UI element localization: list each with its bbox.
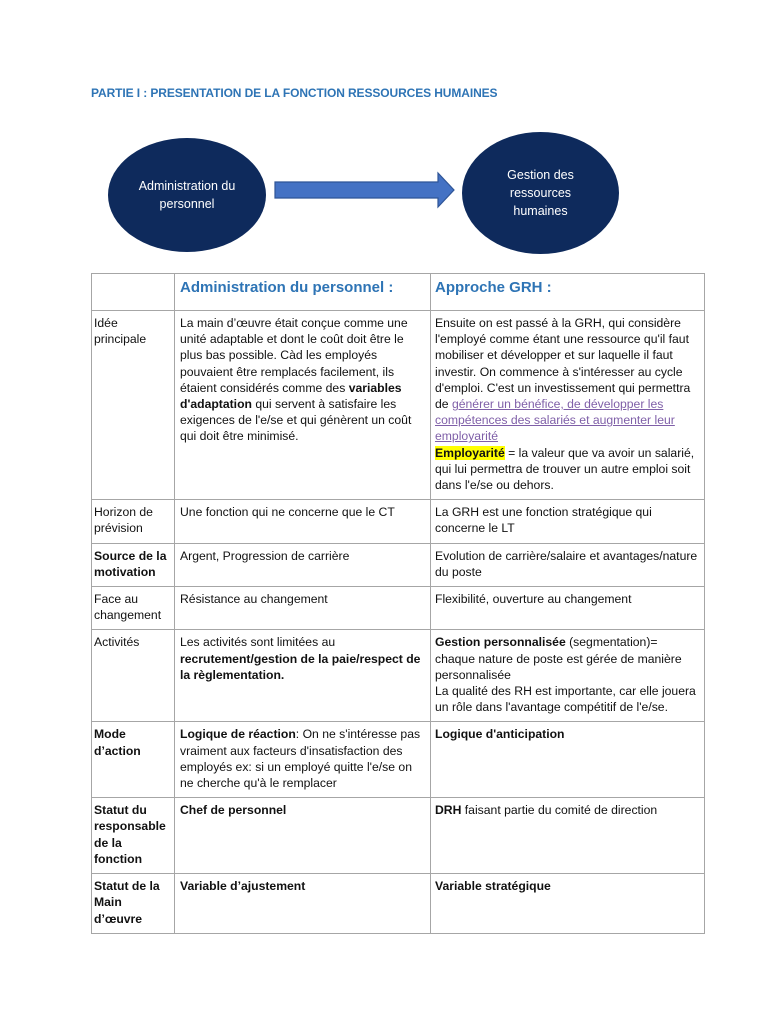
hyperlink[interactable]: générer un bénéfice, de développer les compétences des salariés et augmenter leur employarité	[435, 397, 675, 444]
row-label: Face au changement	[92, 587, 175, 630]
table-row	[92, 587, 705, 630]
cell-text: La main d’œuvre était conçue comme une unité adaptable et dont le coût doit être le plus bas possible. Càd les employés pouvaient être remplacés facilement, ils étaient considérés comme des	[180, 316, 408, 395]
administration-cell: Une fonction qui ne concerne que le CT	[175, 500, 431, 543]
administration-cell: Résistance au changement	[175, 587, 431, 630]
cell-text: Les activités sont limitées au	[180, 635, 336, 650]
header-empty-cell	[92, 274, 175, 311]
header-grh: Approche GRH :	[431, 274, 705, 311]
grh-cell: Variable stratégique	[431, 874, 705, 934]
comparison-table	[91, 273, 705, 934]
grh-cell: Flexibilité, ouverture au changement	[431, 587, 705, 630]
row-label: Source de la motivation	[92, 543, 175, 586]
administration-ellipse	[108, 138, 266, 252]
grh-ellipse	[462, 132, 619, 254]
row-label: Horizon de prévision	[92, 500, 175, 543]
row-label: Mode d’action	[92, 722, 175, 798]
bold-text: variables d'adaptation	[180, 380, 402, 412]
grh-cell: Logique d'anticipation	[431, 722, 705, 798]
administration-cell: Argent, Progression de carrière	[175, 543, 431, 586]
table-row	[92, 798, 705, 874]
row-label: Statut du responsable de la fonction	[92, 798, 175, 874]
grh-cell	[431, 798, 705, 874]
grh-ellipse-label: Gestion des ressources humaines	[507, 168, 574, 218]
grh-cell: La GRH est une fonction stratégique qui concerne le LT	[431, 500, 705, 543]
grh-cell: Evolution de carrière/salaire et avantages/nature du poste	[431, 543, 705, 586]
administration-cell	[175, 630, 431, 722]
table-row	[92, 500, 705, 543]
row-label: Idée principale	[92, 311, 175, 500]
table-row	[92, 874, 705, 934]
table-row	[92, 630, 705, 722]
table-row	[92, 311, 705, 500]
row-label: Statut de la Main d’œuvre	[92, 874, 175, 934]
cell-text: : On ne s'intéresse pas vraiment aux facteurs d'insatisfaction des employés ex: si un employé quitte l'e/se on ne cherche qu'à le remplacer	[180, 727, 421, 791]
table-row	[92, 722, 705, 798]
administration-cell	[175, 722, 431, 798]
row-label: Activités	[92, 630, 175, 722]
administration-cell: Variable d’ajustement	[175, 874, 431, 934]
administration-ellipse-label: Administration du personnel	[138, 179, 236, 211]
cell-text: (segmentation)= chaque nature de poste est gérée de manière personnalisée	[435, 635, 682, 682]
bold-text: recrutement/gestion de la paie/respect de la règlementation.	[180, 651, 421, 682]
table-row	[92, 543, 705, 586]
cell-text: faisant partie du comité de direction	[461, 803, 658, 818]
administration-cell	[175, 311, 431, 500]
grh-cell	[431, 630, 705, 722]
highlighted-term: Employarité	[435, 445, 505, 460]
bold-text: DRH	[435, 803, 462, 818]
cell-text: Ensuite on est passé à la GRH, qui considère l'employé comme étant une ressource qu'il faut mobiliser et développer et sur laquelle il faut investir. On commence à s'intéresser au cycle d'emploi. C'est un investissement qui permettra de	[435, 316, 691, 412]
header-administration: Administration du personnel :	[175, 274, 431, 311]
cell-text: La qualité des RH est importante, car elle jouera un rôle dans l'avantage compétitif de l'e/se.	[435, 684, 696, 715]
bold-text: Logique de réaction	[180, 727, 296, 742]
table-header-row	[92, 274, 705, 311]
section-heading: PARTIE I : PRESENTATION DE LA FONCTION RESSOURCES HUMAINES	[91, 86, 498, 100]
cell-text: qui servent à satisfaire les exigences de l'e/se et qui génèrent un coût qui doit être minimisé.	[180, 397, 412, 444]
cell-text: = la valeur que va avoir un salarié, qui lui permettra de trouver un autre emploi soit dans l'e/se ou dehors.	[435, 445, 695, 493]
bold-text: Gestion personnalisée	[435, 635, 566, 650]
right-arrow-icon	[272, 170, 458, 214]
grh-cell	[431, 311, 705, 500]
administration-cell: Chef de personnel	[175, 798, 431, 874]
